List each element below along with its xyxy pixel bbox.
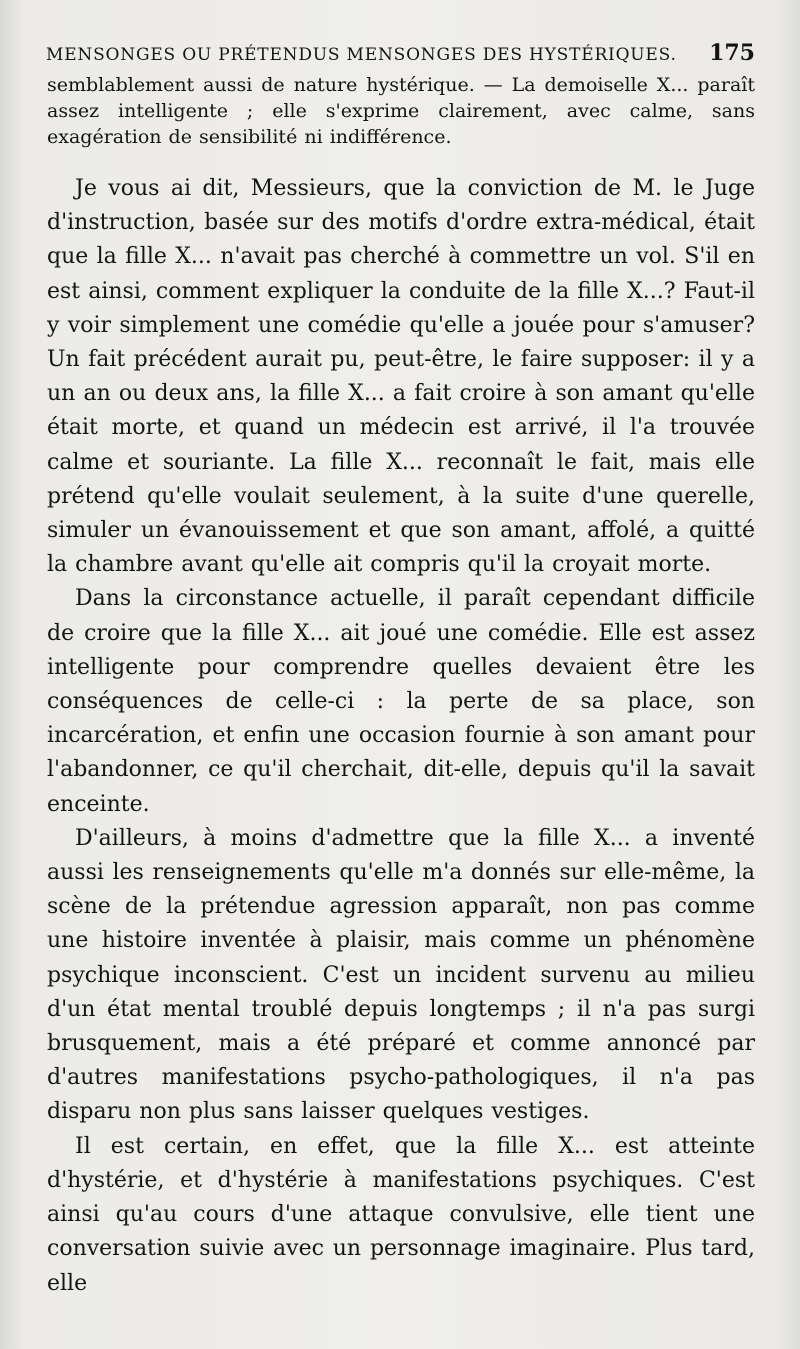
running-header	[46, 40, 755, 68]
body-text	[47, 72, 755, 1301]
paragraph: Dans la circonstance actuelle, il paraît cependant difficile de croire que la fille X... ait joué une comédie. Elle est assez intelligente pour comprendre quelles devaient être les conséquences de celle-ci : la perte de sa place, son incarcération, et enfin une occasion fournie à son amant pour l'abandonner, ce qu'il cherchait, dit-elle, depuis qu'il la savait enceinte.	[47, 586, 755, 817]
page-number: 175	[709, 40, 755, 66]
paragraph-continuation: semblablement aussi de nature hystérique. — La demoiselle X... paraît assez intelligente ; elle s'exprime clairement, avec calme, sans exagération de sensibilité ni indifférence.	[47, 74, 755, 148]
paragraph: Il est certain, en effet, que la fille X... est atteinte d'hystérie, et d'hystérie à manifestations psychiques. C'est ainsi qu'au cours d'une attaque convulsive, elle tient une conversation suivie avec un personnage imaginaire. Plus tard, elle	[47, 1133, 755, 1296]
paragraph: D'ailleurs, à moins d'admettre que la fille X... a inventé aussi les renseignements qu'elle m'a donnés sur elle-même, la scène de la prétendue agression apparaît, non pas comme une histoire inventée à plaisir, mais comme un phénomène psychique inconscient. C'est un incident survenu au milieu d'un état mental troublé depuis longtemps ; il n'a pas surgi brusquement, mais a été préparé et comme annoncé par d'autres manifestations psycho-pathologiques, il n'a pas disparu non plus sans laisser quelques vestiges.	[47, 825, 755, 1125]
running-title: MENSONGES OU PRÉTENDUS MENSONGES DES HYSTÉRIQUES.	[46, 45, 677, 65]
paragraph: Je vous ai dit, Messieurs, que la conviction de M. le Juge d'instruction, basée sur des motifs d'ordre extra-médical, était que la fille X... n'avait pas cherché à commettre un vol. S'il en est ainsi, comment expliquer la conduite de la fille X...? Faut-il y voir simplement une comédie qu'elle a jouée pour s'amuser? Un fait précédent aurait pu, peut-être, le faire supposer: il y a un an ou deux ans, la fille X... a fait croire à son amant qu'elle était morte, et quand un médecin est arrivé, il l'a trouvée calme et souriante. La fille X... reconnaît le fait, mais elle prétend qu'elle voulait seulement, à la suite d'une querelle, simuler un évanouissement et que son amant, affolé, a quitté la chambre avant qu'elle ait compris qu'il la croyait morte.	[47, 176, 755, 578]
